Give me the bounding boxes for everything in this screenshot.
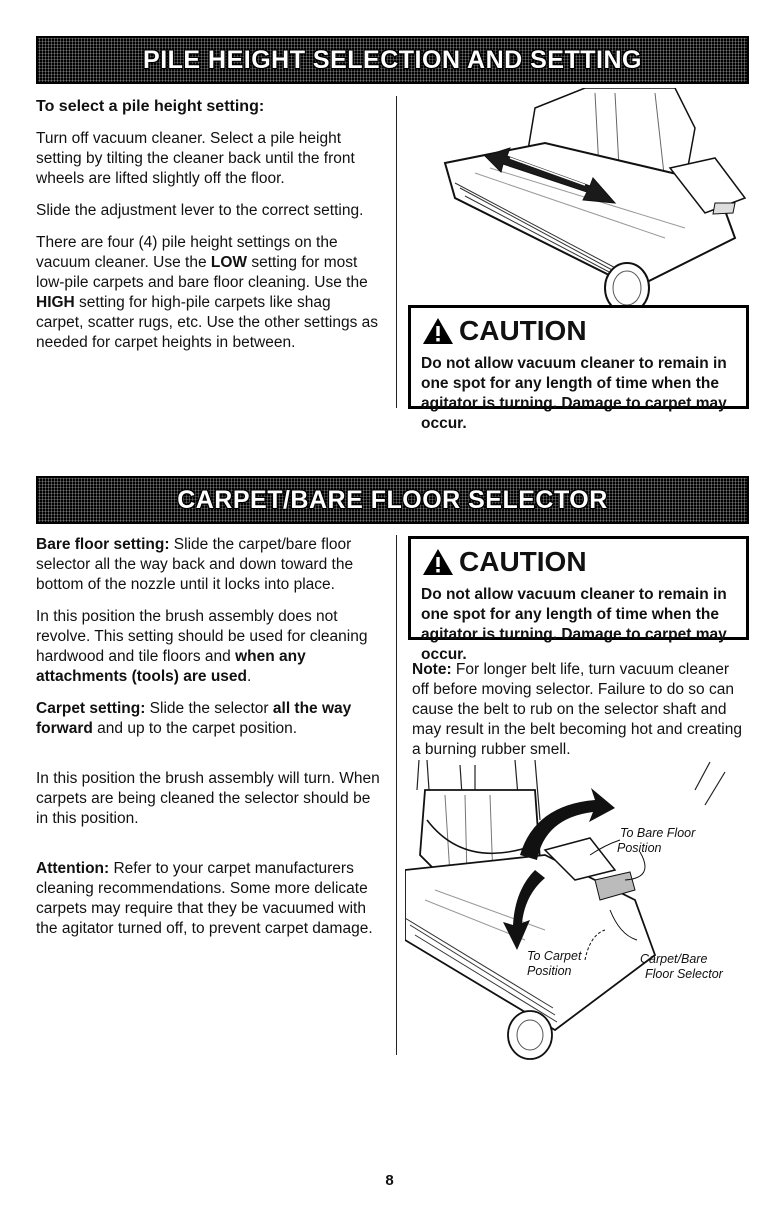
bare-floor-setting: Bare floor setting: Slide the carpet/bare floor selector all the way back and down toward the bottom of the nozzle until it locks into place. bbox=[36, 536, 354, 593]
carpet-selector-text bbox=[36, 535, 386, 951]
to-carpet-label: To Carpet bbox=[527, 949, 582, 963]
banner-title: PILE HEIGHT SELECTION AND SETTING bbox=[143, 45, 642, 74]
pile-height-p3: There are four (4) pile height settings on the vacuum cleaner. Use the LOW setting for most low-pile carpets and bare floor cleaning. Use the HIGH setting for high-pile carpets like shag carpet, scatter rugs, etc. Use the other settings as needed for carpet heights in between. bbox=[36, 234, 379, 351]
to-bare-floor-label: To Bare Floor bbox=[620, 826, 696, 840]
nozzle-illustration bbox=[415, 88, 750, 313]
brush-on-text: In this position the brush assembly will turn. When carpets are being cleaned the selector should be in this position. bbox=[36, 770, 380, 827]
high-setting: HIGH bbox=[36, 294, 75, 311]
low-setting: LOW bbox=[210, 254, 248, 271]
pile-height-heading: To select a pile height setting: bbox=[36, 98, 265, 115]
note-label: Note: bbox=[412, 661, 452, 678]
selector-illustration bbox=[405, 760, 750, 1060]
pile-height-p1: Turn off vacuum cleaner. Select a pile height setting by tilting the cleaner back until the front wheels are lifted slightly off the floor. bbox=[36, 130, 355, 187]
carpet-setting: Carpet setting: Slide the selector all the way forward and up to the carpet position. bbox=[36, 700, 352, 737]
caution-title: CAUTION bbox=[459, 315, 587, 346]
note-text: Note: For longer belt life, turn vacuum cleaner off before moving selector. Failure to do so can cause the belt to rub on the selector shaft and may result in the belt becoming hot and creating a burning rubber smell. bbox=[412, 661, 742, 758]
caution-body: Do not allow vacuum cleaner to remain in one spot for any length of time when the agitator is turning. Damage to carpet may occur. bbox=[421, 586, 727, 663]
caution-body: Do not allow vacuum cleaner to remain in one spot for any length of time when the agitator is turning. Damage to carpet may occur. bbox=[421, 355, 727, 432]
pile-height-p2: Slide the adjustment lever to the correct setting. bbox=[36, 202, 364, 219]
page-number: 8 bbox=[385, 1172, 394, 1189]
column-divider bbox=[396, 96, 397, 408]
to-carpet-label-2: Position bbox=[527, 964, 572, 978]
banner-pile-height bbox=[36, 36, 749, 84]
caution-title: CAUTION bbox=[459, 546, 587, 577]
caution-box-1 bbox=[408, 305, 749, 432]
to-bare-floor-label-2: Position bbox=[617, 841, 662, 855]
column-divider bbox=[396, 535, 397, 1055]
selector-label: Carpet/Bare bbox=[640, 952, 708, 966]
caution-box-2 bbox=[408, 536, 749, 663]
warning-icon bbox=[421, 547, 455, 577]
banner-carpet-selector bbox=[36, 476, 749, 524]
pile-height-text bbox=[36, 97, 381, 365]
warning-icon bbox=[421, 316, 455, 346]
banner-title: CARPET/BARE FLOOR SELECTOR bbox=[177, 485, 608, 514]
brush-off-text: In this position the brush assembly does not revolve. This setting should be used for cleaning hardwood and tile floors and when any attachments (tools) are used. bbox=[36, 608, 368, 685]
attention-text: Attention: Refer to your carpet manufacturers cleaning recommendations. Some more delicate carpets may require that they be vacuumed with the agitator turned off, to prevent carpet damage. bbox=[36, 860, 373, 937]
selector-label-2: Floor Selector bbox=[645, 967, 723, 981]
